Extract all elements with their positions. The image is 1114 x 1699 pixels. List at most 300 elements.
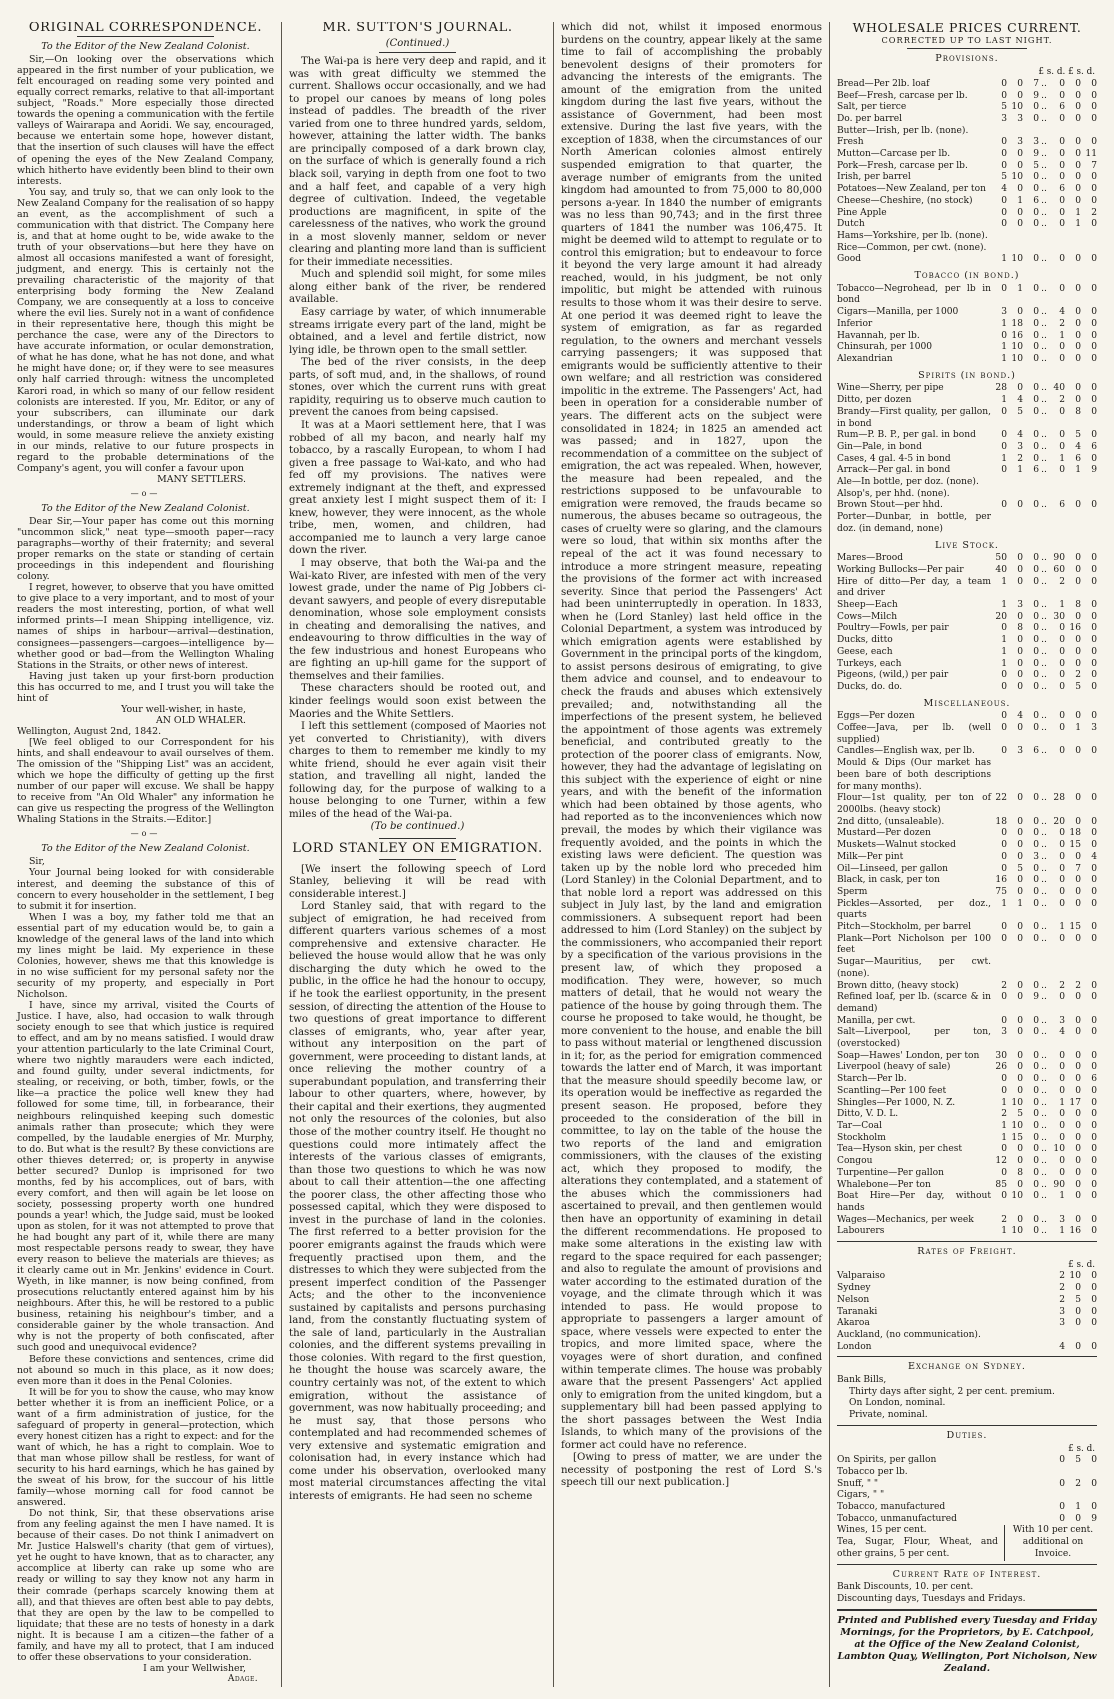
shillings-value: 5 <box>1017 1109 1023 1120</box>
shillings-value: 0 <box>1075 635 1081 646</box>
range-separator: .. <box>1041 553 1047 564</box>
range-separator: .. <box>1041 646 1047 657</box>
pounds-value: 0 <box>1001 992 1007 1003</box>
shillings-value: 0 <box>1017 90 1023 101</box>
range-separator: .. <box>1041 342 1047 353</box>
exchange-title: Exchange on Sydney. <box>908 1361 1026 1373</box>
pounds-value: 0 <box>1001 330 1007 341</box>
letter-closing: Your well-wisher, in haste, <box>121 703 246 715</box>
shillings-value: 5 <box>1017 406 1023 417</box>
pence-value: 0 <box>1033 576 1039 587</box>
pounds-value: 2 <box>1059 980 1065 991</box>
shillings-value: 0 <box>1075 933 1081 944</box>
pence-value: 0 <box>1033 564 1039 575</box>
shillings-value: 0 <box>1017 670 1023 681</box>
range-separator: .. <box>1041 195 1047 206</box>
price-row <box>837 489 1097 501</box>
interest-line: Discounting days, Tuesdays and Fridays. <box>837 1594 1026 1604</box>
pounds-value: 0 <box>1001 149 1007 160</box>
price-item: Taranaki <box>837 1306 878 1317</box>
pence-value: 0 <box>1091 90 1097 101</box>
range-separator: .. <box>1041 383 1047 394</box>
price-row <box>837 1295 1097 1307</box>
price-row <box>837 659 1097 671</box>
price-row <box>837 126 1097 138</box>
pounds-value: 0 <box>1059 219 1065 230</box>
price-row <box>837 284 1097 307</box>
to-be-continued: (To be continued.) <box>370 821 465 833</box>
price-item: Beef—Fresh, carcase per lb. <box>837 90 968 101</box>
letter-paragraph: When I was a boy, my father told me that an essential part of my education would be, to gain a knowledge of the general laws of the land into which my lines might be laid. My experience in these Colonies, however, shews me that this knowledge is in no wise sufficient for my personal safety nor the security of my property, and especially in Port Nicholson. <box>17 911 274 1000</box>
shillings-value: 1 <box>1017 465 1023 476</box>
shillings-value: 0 <box>1075 1062 1081 1073</box>
exchange-line: On London, nominal. <box>849 1398 946 1409</box>
pounds-value: 0 <box>1059 90 1065 101</box>
shillings-value: 0 <box>1075 102 1081 113</box>
letter-adage <box>17 843 274 1685</box>
pounds-value: 0 <box>1059 465 1065 476</box>
shillings-value <box>1065 126 1081 138</box>
pence-value: 0 <box>1091 330 1097 341</box>
pounds-value: 0 <box>1059 828 1065 839</box>
price-item: Salt—Liverpool, per ton, (overstocked) <box>837 1027 991 1050</box>
price-row <box>837 1215 1097 1227</box>
pounds-value: 1 <box>1001 395 1007 406</box>
pounds-value: 0 <box>1059 1062 1065 1073</box>
pounds-value: 0 <box>1059 1050 1065 1061</box>
letter-paragraph: I have, since my arrival, visited the Courts of Justice. I have, also, had occasion to walk through society enough to see that which justice is required to effect, and am by no means satisfied. I would draw your attention particularly to the late Criminal Court, where two nightly marauders were each indicted, and found guilty, under several indictments, for stealing, or receiving, or both, timber, fowls, or the like—a practice the police well knew they had followed for some time, till, in forbearance, their neighbours relinquished keeping such domestic animals rather than prosecute; which they were compelled, by the laudable energies of Mr. Murphy, to do. But what is the result? By these convictions are other thieves deterred; or, is property in anywise better secured? Dunlop is imprisoned for two months, fed by his accomplices, out of bars, with every comfort, and then will again be let loose on society, possessing property worth one hundred pounds a year! which, the Judge said, must be looked upon as stolen, for it was not attempted to prove that he had bought any part of it, while there are many most respectable persons ready to swear, they have every reason to believe the materials are thieves; as it clearly came out in Mr. Jenkins' evidence in Court. Wyeth, in like manner, is now being confined, from prosecutions reluctantly entered against him by his neighbours. After this, he will be restored to a public business, retaining his neighbour's timber, and a considerable gainer by the whole transaction. And why is not the property of both confiscated, after such good and unequivocal evidence? <box>17 1000 274 1354</box>
pence-value: 0 <box>1091 1318 1097 1329</box>
range-separator: .. <box>1041 681 1047 692</box>
pounds-value <box>1049 512 1065 535</box>
shillings-value: 0 <box>1017 576 1023 587</box>
pounds-value: 0 <box>1059 1132 1065 1143</box>
pence-value: 0 <box>1033 406 1039 417</box>
range-separator: .. <box>1041 933 1047 944</box>
letter-paragraph: Do not think, Sir, that these observations arise from any feeling against the men I have named. It is because of their cases. Do not think I animadvert on Mr. Justice Halswell's charity (that gem of virtues), yet he ought to have known, that as to character, any accomplice at liberty can rake up some who are ready or willing to say they know not any harm in their comrade (perhaps scarcely knowing them at all), and that thieves are often best able to pay debts, that they are open by the law to be compelled to liquidate; that these are no tests of honesty in a dark night. It is because I am a citizen—the father of a family, and have my all to protect, that I am induced to offer these observations to your consideration. <box>17 1508 274 1663</box>
pounds-value: 0 <box>1059 863 1065 874</box>
shillings-value: 0 <box>1075 1214 1081 1225</box>
shillings-value <box>1065 231 1081 243</box>
range-separator: .. <box>1041 453 1047 464</box>
shillings-value: 0 <box>1017 564 1023 575</box>
shillings-value: 0 <box>1017 816 1023 827</box>
price-row <box>837 647 1097 659</box>
pence-value: 9 <box>1033 149 1039 160</box>
shillings-value: 7 <box>1075 863 1081 874</box>
pounds-value: 0 <box>1059 886 1065 897</box>
price-item: Nelson <box>837 1294 870 1305</box>
pence-value <box>1081 126 1097 138</box>
pounds-value: 60 <box>1053 564 1065 575</box>
price-item: Cases, 4 gal. 4-5 in bond <box>837 453 951 464</box>
pence-value: 9 <box>1091 1513 1097 1524</box>
shillings-value: 15 <box>1069 922 1081 933</box>
shillings-value: 1 <box>1075 1502 1081 1513</box>
pence-value: 0 <box>1033 500 1039 511</box>
price-row <box>837 577 1097 600</box>
pence-value: 0 <box>1091 646 1097 657</box>
price-item: Turkeys, each <box>837 658 902 669</box>
shillings-value: 0 <box>1017 1214 1023 1225</box>
shillings-value: 0 <box>1075 711 1081 722</box>
shillings-value: 3 <box>1017 113 1023 124</box>
shillings-value: 4 <box>1017 395 1023 406</box>
pence-value: 0 <box>1033 113 1039 124</box>
pence-value: 0 <box>1033 318 1039 329</box>
shillings-value: 0 <box>1075 1144 1081 1155</box>
price-row <box>837 383 1097 395</box>
pence-value <box>1023 477 1039 489</box>
range-separator: .. <box>1041 1191 1047 1202</box>
price-row <box>837 1479 1097 1491</box>
pence-value: 0 <box>1033 793 1039 804</box>
shillings-value: 0 <box>1075 1050 1081 1061</box>
pence-value: 0 <box>1091 1015 1097 1026</box>
pence-value: 0 <box>1033 623 1039 634</box>
price-row <box>837 553 1097 565</box>
price-item: Black, in cask, per ton <box>837 875 940 886</box>
price-item: Brown Stout—per hhd. <box>837 500 943 511</box>
pence-value <box>1081 489 1097 501</box>
shillings-value: 0 <box>1017 500 1023 511</box>
shillings-value: 0 <box>1075 886 1081 897</box>
pounds-value: 0 <box>1001 863 1007 874</box>
price-row <box>837 1342 1097 1354</box>
pounds-value: 1 <box>1001 635 1007 646</box>
price-row <box>837 981 1097 993</box>
price-row <box>837 79 1097 91</box>
price-item: Liverpool (heavy of sale) <box>837 1062 951 1073</box>
shillings-value: 0 <box>1017 160 1023 171</box>
pounds-value: 2 <box>1001 1109 1007 1120</box>
heading-rule <box>77 36 214 37</box>
pence-value: 0 <box>1033 1226 1039 1237</box>
pounds-value: 0 <box>1001 137 1007 148</box>
price-item: Dutch <box>837 219 865 230</box>
price-item: Pine Apple <box>837 207 887 218</box>
price-item: Whalebone—Per ton <box>837 1179 931 1190</box>
pounds-value: 0 <box>1059 1513 1065 1524</box>
pounds-value: 0 <box>1059 840 1065 851</box>
pounds-value <box>1049 126 1065 138</box>
shillings-value: 10 <box>1011 353 1023 364</box>
pence-value: 0 <box>1033 658 1039 669</box>
pounds-value: 3 <box>1059 1214 1065 1225</box>
pounds-value: 1 <box>1001 600 1007 611</box>
pence-value: 0 <box>1091 1050 1097 1061</box>
pence-value: 0 <box>1091 1097 1097 1108</box>
price-item: On Spirits, per gallon <box>837 1455 937 1466</box>
shillings-value: 0 <box>1017 723 1023 734</box>
price-item: Turpentine—Per gallon <box>837 1167 944 1178</box>
pence-value: 0 <box>1091 746 1097 757</box>
freight-table <box>837 1271 1097 1353</box>
price-item: Chinsurah, per 1000 <box>837 342 933 353</box>
price-item: 2nd ditto, (unsaleable). <box>837 816 945 827</box>
pounds-value: 0 <box>1001 160 1007 171</box>
price-item: Geese, each <box>837 646 893 657</box>
pence-value: 0 <box>1091 1341 1097 1352</box>
pence-value: 0 <box>1033 342 1039 353</box>
shillings-value: 0 <box>1017 875 1023 886</box>
journal-heading: MR. SUTTON'S JOURNAL. <box>322 22 513 35</box>
range-separator: .. <box>1041 840 1047 851</box>
range-separator: .. <box>1041 219 1047 230</box>
shillings-value <box>1065 1467 1081 1479</box>
pounds-value: 40 <box>1053 383 1065 394</box>
price-row <box>837 500 1097 512</box>
price-item: Scantling—Per 100 feet <box>837 1085 947 1096</box>
pence-value: 0 <box>1091 898 1097 909</box>
price-item: Candles—English wax, per lb. <box>837 746 975 757</box>
pence-value: 0 <box>1033 1109 1039 1120</box>
pounds-value: 0 <box>1001 681 1007 692</box>
pounds-value <box>991 512 1007 535</box>
pounds-value: 28 <box>995 383 1007 394</box>
pounds-value: 0 <box>1001 406 1007 417</box>
price-item: Good <box>837 254 862 265</box>
exchange-line: Thirty days after sight, 2 per cent. premium. <box>849 1386 1055 1397</box>
pence-value: 0 <box>1091 933 1097 944</box>
pence-value: 0 <box>1091 816 1097 827</box>
price-item: Mustard—Per dozen <box>837 828 931 839</box>
shillings-value: 1 <box>1075 465 1081 476</box>
pounds-value: 10 <box>1053 1144 1065 1155</box>
price-row <box>837 254 1097 266</box>
pounds-value: 3 <box>1059 1318 1065 1329</box>
price-table <box>837 383 1097 535</box>
pence-value: 0 <box>1033 1027 1039 1038</box>
pence-value: 0 <box>1091 1109 1097 1120</box>
pounds-value: 0 <box>1001 1074 1007 1085</box>
price-row <box>837 208 1097 220</box>
pounds-value: 0 <box>1001 711 1007 722</box>
shillings-value: 0 <box>1075 793 1081 804</box>
shillings-value: 0 <box>1075 149 1081 160</box>
duties-ad-valorem <box>837 1525 1097 1560</box>
price-item: Potatoes—New Zealand, per ton <box>837 184 986 195</box>
shillings-value: 16 <box>1069 1226 1081 1237</box>
pounds-value: 22 <box>995 793 1007 804</box>
pounds-value: 0 <box>1001 1015 1007 1026</box>
pounds-value: 1 <box>1001 453 1007 464</box>
pence-value: 0 <box>1091 353 1097 364</box>
pounds-value: 0 <box>1059 875 1065 886</box>
shillings-value: 0 <box>1075 1156 1081 1167</box>
shillings-value <box>1065 477 1081 489</box>
range-separator: .. <box>1041 992 1047 1003</box>
price-row <box>837 231 1097 243</box>
shillings-value: 0 <box>1017 307 1023 318</box>
pounds-value: 0 <box>1001 840 1007 851</box>
pounds-value: 2 <box>1001 1214 1007 1225</box>
price-row <box>837 875 1097 887</box>
shillings-value: 16 <box>1011 330 1023 341</box>
shillings-value: 0 <box>1017 1144 1023 1155</box>
pounds-value: 0 <box>1059 172 1065 183</box>
price-row <box>837 1467 1097 1479</box>
pounds-value: 0 <box>1001 851 1007 862</box>
shillings-value: 0 <box>1017 658 1023 669</box>
pence-value: 0 <box>1091 840 1097 851</box>
pence-value: 0 <box>1033 600 1039 611</box>
price-item: Pickles—Assorted, per doz., quarts <box>837 898 991 921</box>
price-row <box>837 407 1097 430</box>
price-item: Snuff, " " <box>837 1478 879 1489</box>
pence-value: 0 <box>1091 1478 1097 1489</box>
shillings-value: 17 <box>1069 1097 1081 1108</box>
pounds-value: 0 <box>1059 195 1065 206</box>
shillings-value <box>1065 758 1081 793</box>
shillings-value: 0 <box>1075 195 1081 206</box>
pence-value: 0 <box>1091 283 1097 294</box>
pence-value: 0 <box>1033 1097 1039 1108</box>
price-row <box>837 934 1097 957</box>
price-table <box>837 711 1097 1238</box>
price-item: Ditto, V. D. L. <box>837 1109 899 1120</box>
pence-value: 0 <box>1091 219 1097 230</box>
price-row <box>837 395 1097 407</box>
shillings-value <box>1007 477 1023 489</box>
pounds-value: 0 <box>1059 1074 1065 1085</box>
pounds-value <box>1049 758 1065 793</box>
price-row <box>837 723 1097 746</box>
price-row <box>837 817 1097 829</box>
pounds-value: 0 <box>1001 90 1007 101</box>
shillings-value: 0 <box>1075 658 1081 669</box>
price-item: Eggs—Per dozen <box>837 711 915 722</box>
price-item: Gin—Pale, in bond <box>837 441 922 452</box>
pounds-value: 4 <box>1059 307 1065 318</box>
letter-salutation: Sir, <box>29 856 45 868</box>
price-row <box>837 887 1097 899</box>
shillings-value: 0 <box>1075 1015 1081 1026</box>
price-item: Brown ditto, (heavy stock) <box>837 980 959 991</box>
pence-value: 0 <box>1033 102 1039 113</box>
duties-column-head: £ s. d. <box>1068 1443 1095 1454</box>
price-row <box>837 1027 1097 1050</box>
range-separator: .. <box>1041 980 1047 991</box>
pence-value: 6 <box>1033 746 1039 757</box>
price-item: Boat Hire—Per day, without hands <box>837 1191 991 1213</box>
pence-value: 9 <box>1033 992 1039 1003</box>
price-item: Mares—Brood <box>837 553 904 564</box>
shillings-value: 0 <box>1017 793 1023 804</box>
pounds-value: 1 <box>1059 600 1065 611</box>
pounds-value: 0 <box>1059 1085 1065 1096</box>
range-separator: .. <box>1041 430 1047 441</box>
pounds-value: 16 <box>995 875 1007 886</box>
price-item: Porter—Dunbar, in bottle, per doz. (in demand, none) <box>837 512 991 534</box>
price-item: Sugar—Mauritius, per cwt. (none). <box>837 957 991 979</box>
pence-value: 0 <box>1033 207 1039 218</box>
pence-value: 0 <box>1033 353 1039 364</box>
pence-value: 0 <box>1091 383 1097 394</box>
price-column-head: £ s. d. £ s. d. <box>1038 67 1095 78</box>
section-rule <box>379 838 456 839</box>
range-separator <box>1039 758 1049 793</box>
price-row <box>837 1490 1097 1502</box>
continued-label: (Continued.) <box>385 37 450 49</box>
shillings-value: 0 <box>1075 875 1081 886</box>
pounds-value <box>991 243 1007 255</box>
pounds-value <box>991 957 1007 980</box>
pounds-value: 2 <box>1059 1283 1065 1294</box>
range-separator: .. <box>1041 207 1047 218</box>
pounds-value: 0 <box>1001 219 1007 230</box>
price-item: Irish, per barrel <box>837 172 911 183</box>
range-separator: .. <box>1041 1226 1047 1237</box>
pence-value: 0 <box>1091 342 1097 353</box>
range-separator: .. <box>1041 406 1047 417</box>
pounds-value: 1 <box>1001 576 1007 587</box>
pence-value: 0 <box>1091 886 1097 897</box>
freight-title: Rates of Freight. <box>917 1246 1017 1258</box>
shillings-value: 0 <box>1075 1191 1081 1202</box>
price-table <box>837 79 1097 266</box>
pounds-value: 0 <box>1001 1144 1007 1155</box>
price-row <box>837 319 1097 331</box>
shillings-value: 5 <box>1075 430 1081 441</box>
shillings-value: 0 <box>1075 611 1081 622</box>
range-separator: .. <box>1041 875 1047 886</box>
shillings-value: 10 <box>1011 1191 1023 1202</box>
shillings-value: 0 <box>1075 78 1081 89</box>
shillings-value: 16 <box>1069 623 1081 634</box>
pence-value: 0 <box>1091 1502 1097 1513</box>
price-row <box>837 1062 1097 1074</box>
pounds-value: 0 <box>1059 149 1065 160</box>
shillings-value: 4 <box>1017 711 1023 722</box>
price-item: Stockholm <box>837 1132 886 1143</box>
pence-value: 0 <box>1033 611 1039 622</box>
price-item: Tobacco per lb. <box>837 1466 908 1477</box>
correspondence-heading: ORIGINAL CORRESPONDENCE. <box>28 22 263 35</box>
price-row <box>837 1191 1097 1214</box>
pounds-value: 1 <box>1059 330 1065 341</box>
price-item: Refined loaf, per lb. (scarce & in demand) <box>837 992 991 1014</box>
shillings-value: 18 <box>1069 828 1081 839</box>
shillings-value: 10 <box>1069 1271 1081 1282</box>
pence-value <box>1081 1467 1097 1479</box>
pence-value <box>1081 512 1097 535</box>
pence-value: 0 <box>1091 318 1097 329</box>
pence-value: 0 <box>1033 980 1039 991</box>
section-divider: —o— <box>130 829 161 839</box>
journal-paragraph: I may observe, that both the Wai-pa and the Wai-kato River, are infested with men of the very lowest grade, under the name of Pig Jobbers ci-devant sawyers, and people of every disreputable denomination, whose sole employment consists in cheating and demoralising the natives, and endeavouring to throw difficulties in the way of the few industrious and honest Europeans who are fighting an up-hill game for the support of themselves and their families. <box>289 557 546 682</box>
pounds-value: 0 <box>1059 207 1065 218</box>
shillings-value <box>1065 512 1081 535</box>
pence-value: 0 <box>1091 576 1097 587</box>
pounds-value: 0 <box>1059 670 1065 681</box>
pence-value: 0 <box>1033 1050 1039 1061</box>
pence-value: 0 <box>1091 1027 1097 1038</box>
freight-column-head: £ s. d. <box>1068 1259 1095 1270</box>
price-row <box>837 1109 1097 1121</box>
price-row <box>837 442 1097 454</box>
price-row <box>837 1514 1097 1526</box>
pence-value: 0 <box>1091 658 1097 669</box>
shillings-value: 4 <box>1017 430 1023 441</box>
price-row <box>837 1307 1097 1319</box>
range-separator <box>1039 957 1049 980</box>
shillings-value: 0 <box>1075 1167 1081 1178</box>
speech-paragraph: which did not, whilst it imposed enormous burdens on the country, appear likely at the same time to fail of accomplishing the probably benevolent designs of their promoters for advancing the interests of the emigrants. The amount of the emigration from the united kingdom during the last five years, without the assistance of Government, had been most extensive. During the last five years, with the exception of 1838, when the circumstances of our North American colonies almost entirely suspended emigration to that quarter, the average number of emigrants from the united kingdom had amounted to from 75,000 to 80,000 persons a-year. In 1840 the number of emigrants was no less than 90,743; and in the first three quarters of 1841 the number was 106,475. It might be deemed wild to attempt to regulate or to control this emigration; but to endeavour to force it beyond the very large amount it had already reached, would, in his judgment, be not only impolitic, but might be attended with ruinous results to those whom it was their desire to serve. At one period it was deemed right to leave the system of emigration, as far as regarded regulation, to the owners and merchant vessels carrying passengers; it was supposed that emigrants would be sufficiently attentive to their own welfare; and all restriction was considered impolitic in the extreme. The Passengers' Act, had been in operation for a considerable number of years. The different acts on the subject were consolidated in 1824; in 1825 an amended act was passed; and in 1827, upon the recommendation of a committee on the subject of emigration, the act was repealed. When, however, the measure had been repealed, and the restrictions supposed to be unfavourable to emigration were removed, the frauds became so numerous, the abuses became so outrageous, the cases of cruelty were so glaring, and the clamours were so loud, that within six months after the repeal of the act it was found necessary to introduce a more stringent measure, repeating the provisions of the former act with increased severity. Since that period the Passengers' Act had been uninterruptedly in operation. In 1833, when he (Lord Stanley) last held office in the Colonial Department, a system was introduced by which emigration agents were established by Government in the principal ports of the kingdom, to assist persons desirous of emigrating, to give them advice and counsel, and to endeavour to check the frauds and abuses which extensively prevailed; and, notwithstanding all the imperfections of the present system, he believed the appointment of those agents was extremely beneficial, and contributed greatly to the protection of the poorer class of emigrants. Now, however, they had the advantage of legislating on this subject with the experience of eight or nine years, and with the benefit of the information which had been obtained by those agents, who had reported as to the inconveniences which now prevail, the modes by which their vigilance was frequently avoided, and the points in which the existing laws were deficient. The question was taken up by the noble lord who preceded him (Lord Stanley) in the Colonial Department, and to that noble lord a report was addressed on this subject in July last, by the land and emigration commissioners. A subsequent report had been addressed to him (Lord Stanley) on the subject by the commissioners, who accompanied their report by a specification of the various provisions in the present law, of which they proposed a modification. They were, however, so much matters of detail, that he would not weary the patience of the house by going through them. The course he proposed to take would, he thought, be more convenient to the house, and enable the bill to pass without material or lengthened discussion in it; for, as the period for emigration commenced towards the latter end of March, it was important that the measure should speedily become law, or its operation would be ineffective as regarded the present season. He proposed, before they proceeded to the consideration of the bill in committee, to lay on the table of the house the two reports of the land and emigration commissioners, with the clauses of the existing act, which they proposed to modify, the alterations they contemplated, and a statement of the abuses which the commissioners had ascertained to prevail, and then gentlemen would then have an opportunity of examining in detail the different recommendations. He proposed to make some alterations in the existing law with regard to the space required for each passenger; and also to regulate the amount of provisions and water according to the estimated duration of the voyage, and the climate through which it was intended to pass. He would propose to appropriate to passengers a larger amount of space, where vessels were expected to enter the tropics, and more limited space, where the voyages were of short duration, and confined within temperate climes. The house was probably aware that the present Passengers' Act applied only to emigration from the united kingdom, but a supplementary bill had been passed applying to the short passages between the West India Islands, to which many of the provisions of the former act could have no reference. <box>561 22 822 1451</box>
range-separator: .. <box>1041 465 1047 476</box>
range-separator: .. <box>1041 172 1047 183</box>
pence-value: 6 <box>1091 441 1097 452</box>
